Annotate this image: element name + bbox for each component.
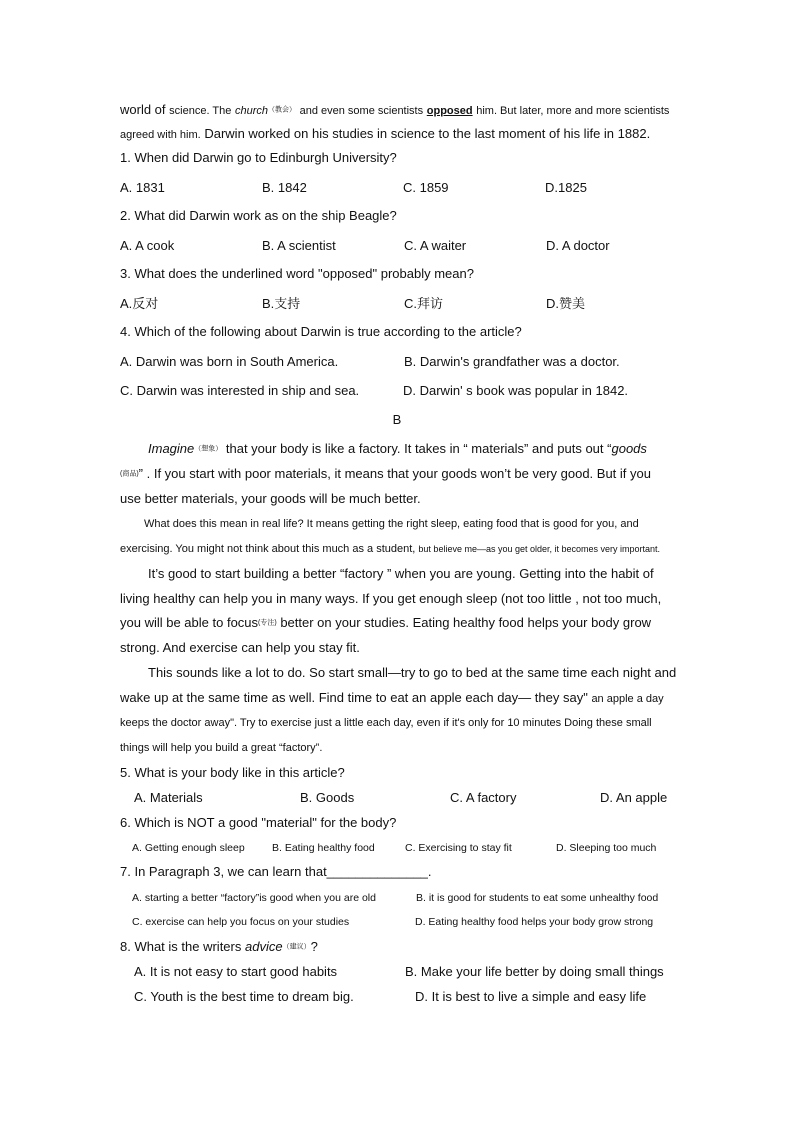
q8-option-d: D. It is best to live a simple and easy life (415, 989, 647, 1004)
question-6-stem: 6. Which is NOT a good "material" for the body? (120, 815, 397, 830)
q8-option-a: A. It is not easy to start good habits (134, 964, 338, 979)
word-advice: advice (245, 939, 283, 954)
q1-option-a: A. 1831 (120, 180, 165, 195)
q6-option-c: C. Exercising to stay fit (405, 842, 512, 854)
q5-option-c: C. A factory (450, 790, 517, 805)
passage-b-p4-line-4: things will help you build a great “factory”. (120, 742, 323, 754)
passage-b-p1-line-3: use better materials, your goods will be much better. (120, 491, 421, 506)
q6-option-a: A. Getting enough sleep (132, 842, 245, 854)
text: that your body is like a factory. It takes in “ materials” and puts out “ (225, 441, 612, 456)
q4-option-d: D. Darwin' s book was popular in 1842. (403, 383, 629, 398)
q6-option-d: D. Sleeping too much (556, 842, 657, 854)
question-1-stem: 1. When did Darwin go to Edinburgh University? (120, 150, 397, 165)
q3-option-a: A.反对 (120, 296, 159, 311)
passage-b-p2-line-1: What does this mean in real life? It means getting the right sleep, eating food that is good for you, and (144, 518, 639, 530)
text: an apple a day (591, 693, 664, 705)
passage-b-p3-line-4: strong. And exercise can help you stay fit. (120, 640, 360, 655)
passage-b-p4-line-2 (120, 689, 664, 708)
gloss-focus: (专注) (258, 619, 277, 627)
text: agreed with him. (120, 129, 201, 141)
question-7-stem: 7. In Paragraph 3, we can learn that______________. (120, 864, 432, 879)
passage-b-p1-line-1 (148, 440, 647, 459)
text: ? (310, 939, 318, 954)
question-5-stem: 5. What is your body like in this article? (120, 765, 345, 780)
text: wake up at the same time as well. Find time to eat an apple each day— they say" (120, 690, 588, 705)
q1-option-d: D.1825 (545, 180, 587, 195)
text: you will be able to focus (120, 615, 259, 630)
q7-option-d: D. Eating healthy food helps your body grow strong (415, 916, 654, 928)
passage-a-line-1 (120, 101, 669, 120)
q6-option-b: B. Eating healthy food (272, 842, 375, 854)
q2-option-a: A. A cook (120, 238, 175, 253)
text: better on your studies. Eating healthy food helps your body grow (280, 615, 652, 630)
question-8-stem (120, 938, 318, 957)
q2-option-d: D. A doctor (546, 238, 610, 253)
q4-option-b: B. Darwin's grandfather was a doctor. (404, 354, 620, 369)
q3-option-d: D.赞美 (546, 296, 586, 311)
passage-b-p3-line-2: living healthy can help you in many ways. If you get enough sleep (not too little , not too much, (120, 591, 662, 606)
q3-option-c: C.拜访 (404, 296, 444, 311)
q4-option-a: A. Darwin was born in South America. (120, 354, 339, 369)
text: ” . If you start with poor materials, it means that your goods won’t be very good. But if you (138, 466, 651, 481)
question-2-stem: 2. What did Darwin work as on the ship Beagle? (120, 208, 397, 223)
passage-a-line-2 (120, 125, 650, 144)
word-church: church (234, 105, 268, 117)
q5-option-d: D. An apple (600, 790, 668, 805)
text: science. The (169, 105, 232, 117)
text: him. But later, more and more scientists (476, 105, 670, 117)
q7-option-b: B. it is good for students to eat some unhealthy food (416, 892, 659, 904)
q2-option-c: C. A waiter (404, 238, 467, 253)
text: 8. What is the writers (120, 939, 242, 954)
question-4-stem: 4. Which of the following about Darwin is true according to the article? (120, 324, 522, 339)
gloss-advice: （建议） (282, 943, 311, 951)
word-goods: goods (611, 441, 647, 456)
q7-option-a: A. starting a better “factory”is good when you are old (132, 892, 376, 904)
text: exercising. You might not think about this much as a student, (120, 543, 416, 555)
passage-b-p3-line-1: It’s good to start building a better “factory ” when you are young. Getting into the habit of (148, 566, 654, 581)
q4-option-c: C. Darwin was interested in ship and sea. (120, 383, 360, 398)
q1-option-c: C. 1859 (403, 180, 449, 195)
underlined-word-opposed: opposed (426, 105, 473, 117)
gloss-goods: (商品) (120, 470, 139, 478)
q5-option-a: A. Materials (134, 790, 203, 805)
text: and even some scientists (299, 105, 424, 117)
q5-option-b: B. Goods (300, 790, 355, 805)
word-imagine: Imagine (148, 441, 195, 456)
passage-b-p3-line-3 (120, 614, 651, 633)
q7-option-c: C. exercise can help you focus on your studies (132, 916, 350, 928)
question-3-stem: 3. What does the underlined word "opposed" probably mean? (120, 266, 474, 281)
text: Darwin worked on his studies in science to the last moment of his life in 1882. (204, 126, 651, 141)
q8-option-c: C. Youth is the best time to dream big. (134, 989, 354, 1004)
passage-b-p1-line-2 (120, 465, 651, 484)
passage-b-p4-line-3: keeps the doctor away". Try to exercise just a little each day, even if it's only for 10 minutes Doing these small (120, 717, 652, 729)
gloss-imagine: （想象） (194, 445, 223, 453)
q8-option-b: B. Make your life better by doing small things (405, 964, 664, 979)
text: world of (120, 102, 166, 117)
text: but believe me—as you get older, it becomes very important. (418, 544, 661, 554)
q1-option-b: B. 1842 (262, 180, 307, 195)
gloss-church: （教会） (267, 106, 296, 114)
passage-b-p4-line-1: This sounds like a lot to do. So start small—try to go to bed at the same time each night and (148, 665, 677, 680)
passage-b-p2-line-2 (120, 540, 660, 558)
q2-option-b: B. A scientist (262, 238, 336, 253)
section-heading-b: B (392, 412, 402, 427)
q3-option-b: B.支持 (262, 296, 301, 311)
